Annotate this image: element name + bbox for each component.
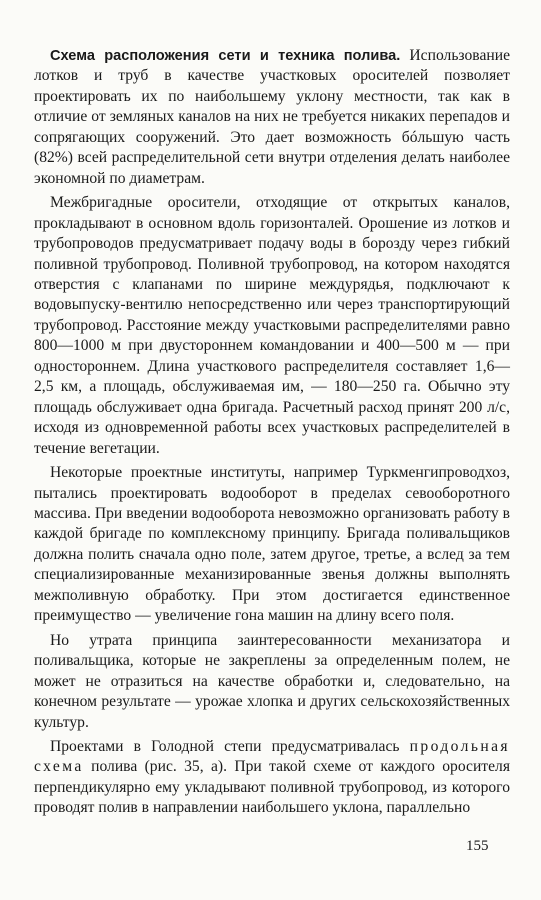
section-heading: Схема расположения сети и техника полива.	[50, 48, 401, 64]
body-text	[34, 46, 510, 819]
paragraph-5-lead: Проектами в Голодной степи предусматривалась	[50, 737, 410, 755]
paragraph-3: Некоторые проектные институты, например Туркменгипроводхоз, пытались проектировать водооборот в пределах севооборотного массива. При введении водооборота невозможно организовать работу в каждой бригаде по комплексному принципу. Бригада поливальщиков должна полить сначала одно поле, затем другое, третье, а вслед за тем специализированные механизированные звенья должны выполнять межполивную обработку. При этом достигается единственное преимущество — увеличение гона машин на длину всего поля.	[34, 464, 510, 625]
paragraph-4: Но утрата принципа заинтересованности механизатора и поливальщика, которые не закреплены за определенным полем, не может не отразиться на качестве обработки и, следовательно, на конечном результате — урожае хлопка и других сельскохозяйственных культур.	[34, 631, 510, 731]
paragraph-1	[34, 46, 510, 189]
paragraph-5	[34, 737, 510, 819]
paragraph-2: Межбригадные оросители, отходящие от открытых каналов, прокладывают в основном вдоль горизонталей. Орошение из лотков и трубопроводов предусматривает подачу воды в борозду через гибкий поливной трубопровод. Поливной трубопровод, на котором находятся отверстия с клапанами по ширине междурядья, подключают к водовыпуску-вентилю непосредственно или через транспортирующий трубопровод. Расстояние между участковыми распределителями равно 800—1000 м при двустороннем командовании и 400—500 м — при одностороннем. Длина участкового распределителя составляет 1,6—2,5 км, а площадь, обслуживаемая им, — 180—250 га. Обычно эту площадь обслуживает одна бригада. Расчетный расход принят 200 л/с, исходя из одновременной работы всех участковых распределителей в течение вегетации.	[34, 194, 510, 457]
paragraph-1-text: Использование лотков и труб в качестве участковых оросителей позволяет проектировать их по наибольшему уклону местности, так как в отличие от земляных каналов на них не требуется никаких перепадов и сопрягающих сооружений. Это дает возможность бóльшую часть (82%) всей распределительной сети внутри отделения делать наиболее экономной по диаметрам.	[34, 47, 510, 187]
page-number: 155	[466, 838, 489, 854]
emphasized-term: продольная схема	[34, 737, 510, 776]
paragraph-5-rest: полива (рис. 35, а). При такой схеме от каждого оросителя перпендикулярно ему укладывают поливной трубопровод, из которого проводят полив в направлении наибольшего уклона, параллельно	[34, 758, 510, 817]
